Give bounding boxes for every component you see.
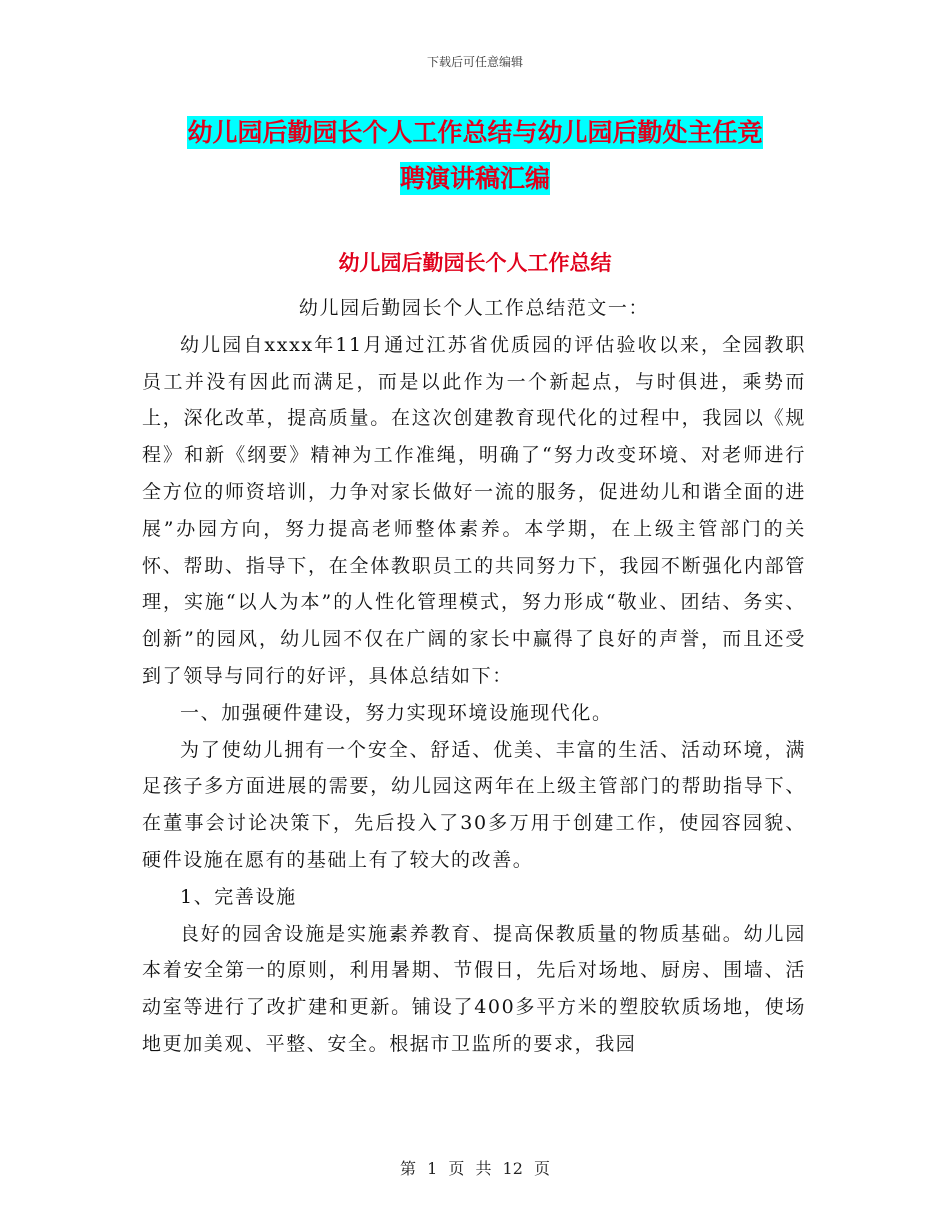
paragraph: 良好的园舍设施是实施素养教育、提高保教质量的物质基础。幼儿园本着安全第一的原则，利用暑期、节假日，先后对场地、厨房、围墙、活动室等进行了改扩建和更新。铺设了400多平方米的塑胶软质场地，使场地更加美观、平整、安全。根据市卫监所的要求，我园 bbox=[142, 922, 806, 1055]
body-text bbox=[142, 290, 806, 1063]
paragraph: 幼儿园自xxxx年11月通过江苏省优质园的评估验收以来，全园教职员工并没有因此而满足，而是以此作为一个新起点，与时俱进，乘势而上，深化改革，提高质量。在这次创建教育现代化的过程中，我园以《规程》和新《纲要》精神为工作准绳，明确了“努力改变环境、对老师进行全方位的师资培训，力争对家长做好一流的服务，促进幼儿和谐全面的进展”办园方向，努力提高老师整体素养。本学期，在上级主管部门的关怀、帮助、指导下，在全体教职员工的共同努力下，我园不断强化内部管理，实施“以人为本”的人性化管理模式，努力形成“敬业、团结、务实、创新”的园风，幼儿园不仅在广阔的家长中赢得了良好的声誉，而且还受到了领导与同行的好评，具体总结如下： bbox=[142, 333, 806, 687]
header-note: 下载后可任意编辑 bbox=[426, 55, 523, 69]
document-title-line1: 幼儿园后勤园长个人工作总结与幼儿园后勤处主任竞 bbox=[187, 118, 763, 147]
paragraph: 一、加强硬件建设，努力实现环境设施现代化。 bbox=[180, 701, 613, 724]
paragraph: 为了使幼儿拥有一个安全、舒适、优美、丰富的生活、活动环境，满足孩子多方面进展的需要，幼儿园这两年在上级主管部门的帮助指导下、在董事会讨论决策下，先后投入了30多万用于创建工作，使园容园貌、硬件设施在愿有的基础上有了较大的改善。 bbox=[142, 738, 806, 871]
section-title: 幼儿园后勤园长个人工作总结 bbox=[338, 251, 612, 275]
subtitle: 幼儿园后勤园长个人工作总结范文一： bbox=[298, 297, 650, 319]
page-footer: 第 1 页 共 12 页 bbox=[400, 1159, 550, 1178]
document-title-line2: 聘演讲稿汇编 bbox=[399, 164, 550, 193]
document-title bbox=[130, 110, 820, 202]
paragraph: 1、完善设施 bbox=[180, 885, 297, 908]
